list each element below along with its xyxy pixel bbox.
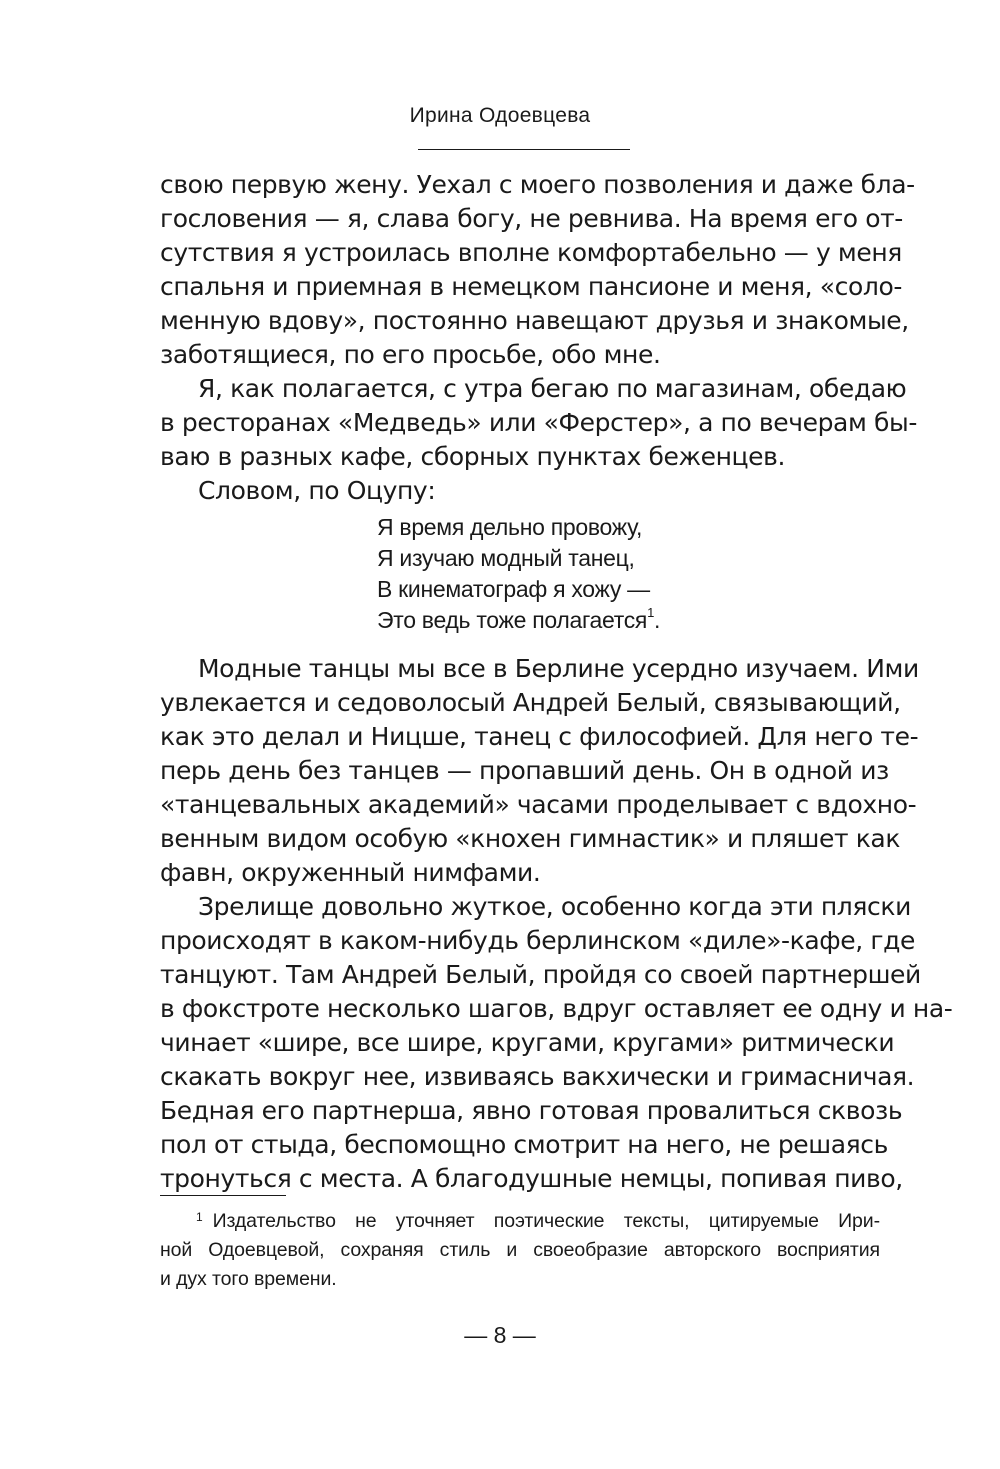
verse-line-last bbox=[377, 605, 660, 636]
text-line: происходят в каком-нибудь берлинском «диле»-кафе, где bbox=[160, 926, 915, 955]
text-line: фавн, окруженный нимфами. bbox=[160, 858, 541, 887]
text-line: чинает «шире, все шире, кругами, кругами» ритмически bbox=[160, 1028, 895, 1057]
footnote-line: ной Одоевцевой, сохраняя стиль и своеобразие авторского восприятия bbox=[160, 1239, 880, 1261]
text-line: сутствия я устроилась вполне комфортабельно — у меня bbox=[160, 238, 902, 267]
text-line: в ресторанах «Медведь» или «Ферстер», а по вечерам бы- bbox=[160, 408, 917, 437]
text-line: менную вдову», постоянно навещают друзья и знакомые, bbox=[160, 306, 909, 335]
footnote-rule bbox=[160, 1195, 286, 1196]
text-line: в фокстроте несколько шагов, вдруг оставляет ее одну и на- bbox=[160, 994, 953, 1023]
text-line: Зрелище довольно жуткое, особенно когда эти пляски bbox=[198, 892, 911, 921]
text-line: Словом, по Оцупу: bbox=[198, 476, 436, 505]
body-text-bottom bbox=[160, 652, 953, 1196]
text-line: Бедная его партнерша, явно готовая провалиться сквозь bbox=[160, 1096, 903, 1125]
text-line: перь день без танцев — пропавший день. Он в одной из bbox=[160, 756, 889, 785]
footnote-line-text: Издательство не уточняет поэтические тексты, цитируемые Ири- bbox=[212, 1210, 880, 1232]
verse-line: Я изучаю модный танец, bbox=[377, 545, 635, 571]
text-line: танцуют. Там Андрей Белый, пройдя со своей партнершей bbox=[160, 960, 921, 989]
page-number: — 8 — bbox=[464, 1322, 536, 1348]
footnote bbox=[160, 1207, 880, 1294]
text-line: гословения — я, слава богу, не ревнива. На время его от- bbox=[160, 204, 903, 233]
running-head: Ирина Одоевцева bbox=[409, 104, 591, 127]
header-rule bbox=[418, 149, 630, 150]
footnote-line bbox=[160, 1207, 880, 1236]
text-line: заботящиеся, по его просьбе, обо мне. bbox=[160, 340, 661, 369]
text-line: Я, как полагается, с утра бегаю по магазинам, обедаю bbox=[198, 374, 907, 403]
text-line: скакать вокруг нее, извиваясь вакхически и гримасничая. bbox=[160, 1062, 915, 1091]
verse-line: Я время дельно провожу, bbox=[377, 514, 643, 540]
text-line: спальня и приемная в немецком пансионе и меня, «соло- bbox=[160, 272, 902, 301]
verse-end-punctuation: . bbox=[654, 607, 661, 633]
text-line: тронуться с места. А благодушные немцы, попивая пиво, bbox=[160, 1164, 903, 1193]
text-line: Модные танцы мы все в Берлине усердно изучаем. Ими bbox=[198, 654, 919, 683]
text-line: венным видом особую «кнохен гимнастик» и пляшет как bbox=[160, 824, 901, 853]
text-line: свою первую жену. Уехал с моего позволения и даже бла- bbox=[160, 170, 915, 199]
text-line: пол от стыда, беспомощно смотрит на него, не решаясь bbox=[160, 1130, 888, 1159]
text-line: как это делал и Ницше, танец с философией. Для него те- bbox=[160, 722, 919, 751]
body-text-top bbox=[160, 168, 917, 508]
verse-line: В кинематограф я хожу — bbox=[377, 576, 650, 602]
text-line: «танцевальных академий» часами проделывает с вдохно- bbox=[160, 790, 917, 819]
footnote-line: и дух того времени. bbox=[160, 1268, 337, 1290]
text-line: увлекается и седоволосый Андрей Белый, связывающий, bbox=[160, 688, 901, 717]
verse-line-text: Это ведь тоже полагается bbox=[377, 607, 648, 633]
footnote-mark: 1 bbox=[196, 1210, 203, 1224]
verse-quote bbox=[377, 512, 660, 636]
footnote-reference[interactable]: 1 bbox=[647, 605, 655, 621]
text-line: ваю в разных кафе, сборных пунктах беженцев. bbox=[160, 442, 785, 471]
